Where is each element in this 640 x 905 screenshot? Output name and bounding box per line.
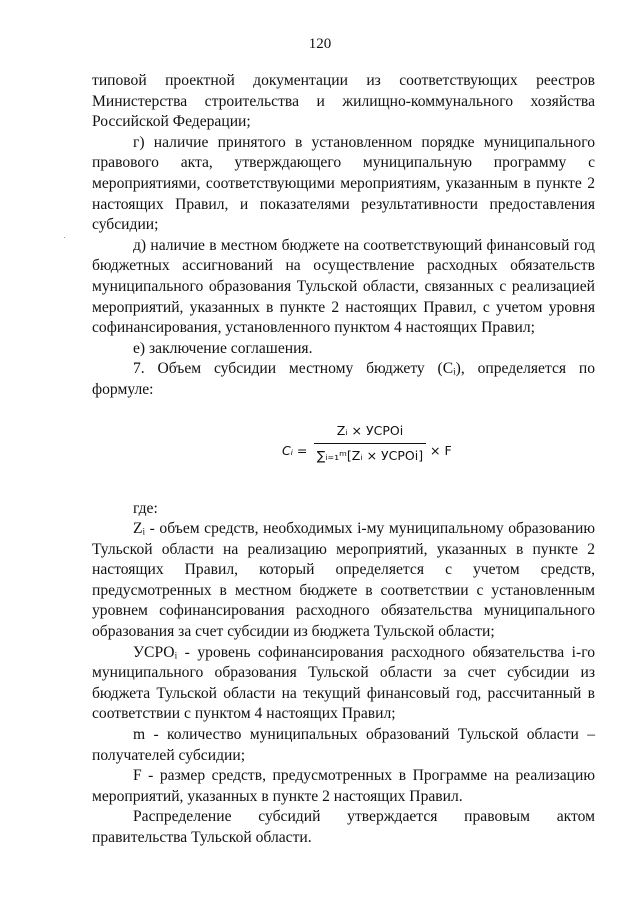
paragraph-continuation: типовой проектной документации из соответствующих реестров Министерства строительства и жилищно-коммунального хозяйства Российской Федерации;	[92, 72, 595, 131]
definition-usro: УСРОᵢ - уровень софинансирования расходного обязательства i-го муниципального образования Тульской области за счет субсидии из бюджета Тульской области на текущий финансовый год, рассчитанный в соответствии с пунктом 4 настоящих Правил;	[92, 643, 595, 723]
paragraph-item-d: д) наличие в местном бюджете на соответствующий финансовый год бюджетных ассигнований на осуществление расходных обязательств муниципального образования Тульской области, связанных с реализацией мероприятий, указанных в пункте 2 настоящих Правил, с учетом уровня софинансирования, установленного пунктом 4 настоящих Правил;	[92, 236, 595, 337]
formula-fraction	[314, 421, 426, 467]
paragraph-item-e: е) заключение соглашения.	[133, 339, 313, 357]
paragraph-item-g: г) наличие принятого в установленном порядке муниципального правового акта, утверждающего муниципальную программу с мероприятиями, соответствующими мероприятиям, указанным в пункте 2 настоящих Правил, и показателями результативности предоставления субсидии;	[92, 133, 595, 234]
formula-denominator: ∑ᵢ₌₁ᵐ[Zᵢ × УСРОi]	[316, 448, 424, 464]
paragraph-distribution: Распределение субсидий утверждается правовым актом правительства Тульской области.	[92, 808, 595, 846]
formula-rhs: × F	[430, 442, 452, 458]
formula-numerator: Zᵢ × УСРОi	[336, 422, 404, 438]
margin-mark	[64, 237, 65, 238]
formula-lhs: Cᵢ =	[282, 442, 308, 458]
formula	[92, 419, 595, 481]
page-number: 120	[308, 36, 332, 52]
where-label: где:	[133, 499, 158, 517]
definition-z: Zᵢ - объем средств, необходимых i-му муниципальному образованию Тульской области на реализацию мероприятий, указанных в пункте 2 настоящих Правил, который определяется с учетом средств, предусмотренных в местном бюджете в соответствии с установленным уровнем софинансирования расходного обязательства муниципального образования за счет субсидии из бюджета Тульской области;	[92, 520, 595, 641]
document-body	[92, 71, 595, 849]
definition-m: m - количество муниципальных образований Тульской области – получателей субсидии;	[92, 726, 595, 764]
paragraph-point-7: 7. Объем субсидии местному бюджету (Cᵢ), определяется по формуле:	[92, 360, 595, 398]
definition-f: F - размер средств, предусмотренных в Программе на реализацию мероприятий, указанных в пункте 2 настоящих Правил.	[92, 767, 595, 805]
